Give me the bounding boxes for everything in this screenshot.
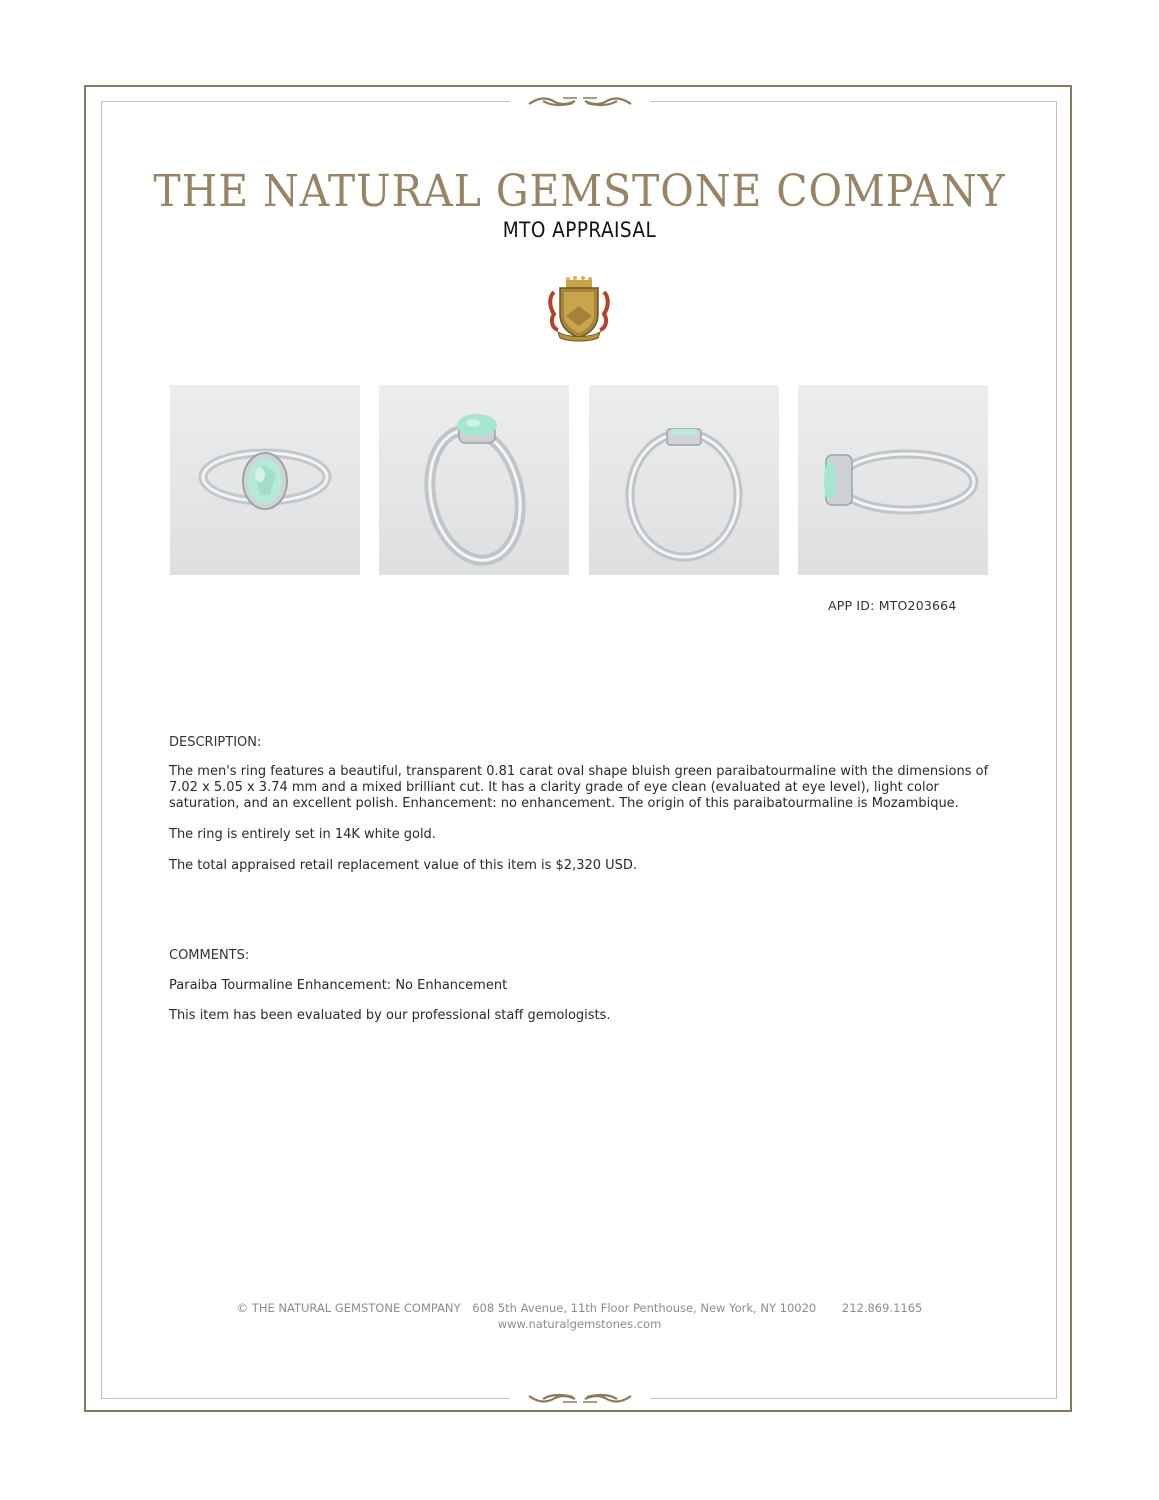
description-heading: DESCRIPTION: (169, 735, 262, 750)
footer-address: 608 5th Avenue, 11th Floor Penthouse, New York, NY 10020 (472, 1301, 817, 1315)
comment-line: This item has been evaluated by our professional staff gemologists. (169, 1008, 611, 1023)
description-section (169, 735, 999, 874)
ring-photo-angled[interactable] (379, 385, 569, 575)
comments-section (169, 948, 999, 1024)
comment-line: Paraiba Tourmaline Enhancement: No Enhancement (169, 978, 508, 993)
footer-copyright: © THE NATURAL GEMSTONE COMPANY (236, 1301, 461, 1315)
comments-heading: COMMENTS: (169, 948, 250, 963)
footer-website[interactable]: www.naturalgemstones.com (497, 1317, 662, 1331)
company-title: THE NATURAL GEMSTONE COMPANY (153, 166, 1006, 217)
ring-photo-profile[interactable] (589, 385, 779, 575)
crest-logo-icon (546, 274, 612, 346)
value-paragraph: The total appraised retail replacement value of this item is $2,320 USD. (169, 858, 638, 873)
footer-phone: 212.869.1165 (841, 1301, 923, 1315)
ring-photo-side[interactable] (798, 385, 988, 575)
description-paragraph: The men's ring features a beautiful, transparent 0.81 carat oval shape bluish green paraibatourmaline with the dimensions of 7.02 x 5.05 x 3.74 mm and a mixed brilliant cut. It has a clarity grade of eye clean (evaluated at eye level), light color saturation, and an excellent polish. Enhancement: no enhancement. The origin of this paraibatourmaline is Mozambique. (169, 764, 989, 811)
ring-image-gallery (170, 385, 990, 575)
footer (0, 1300, 1159, 1332)
top-flourish-icon (510, 90, 650, 112)
bottom-flourish-icon (510, 1388, 650, 1410)
app-id: APP ID: MTO203664 (828, 598, 957, 613)
document-type-title: MTO APPRAISAL (502, 218, 657, 242)
metal-paragraph: The ring is entirely set in 14K white gold. (169, 827, 436, 842)
ring-photo-front[interactable] (170, 385, 360, 575)
